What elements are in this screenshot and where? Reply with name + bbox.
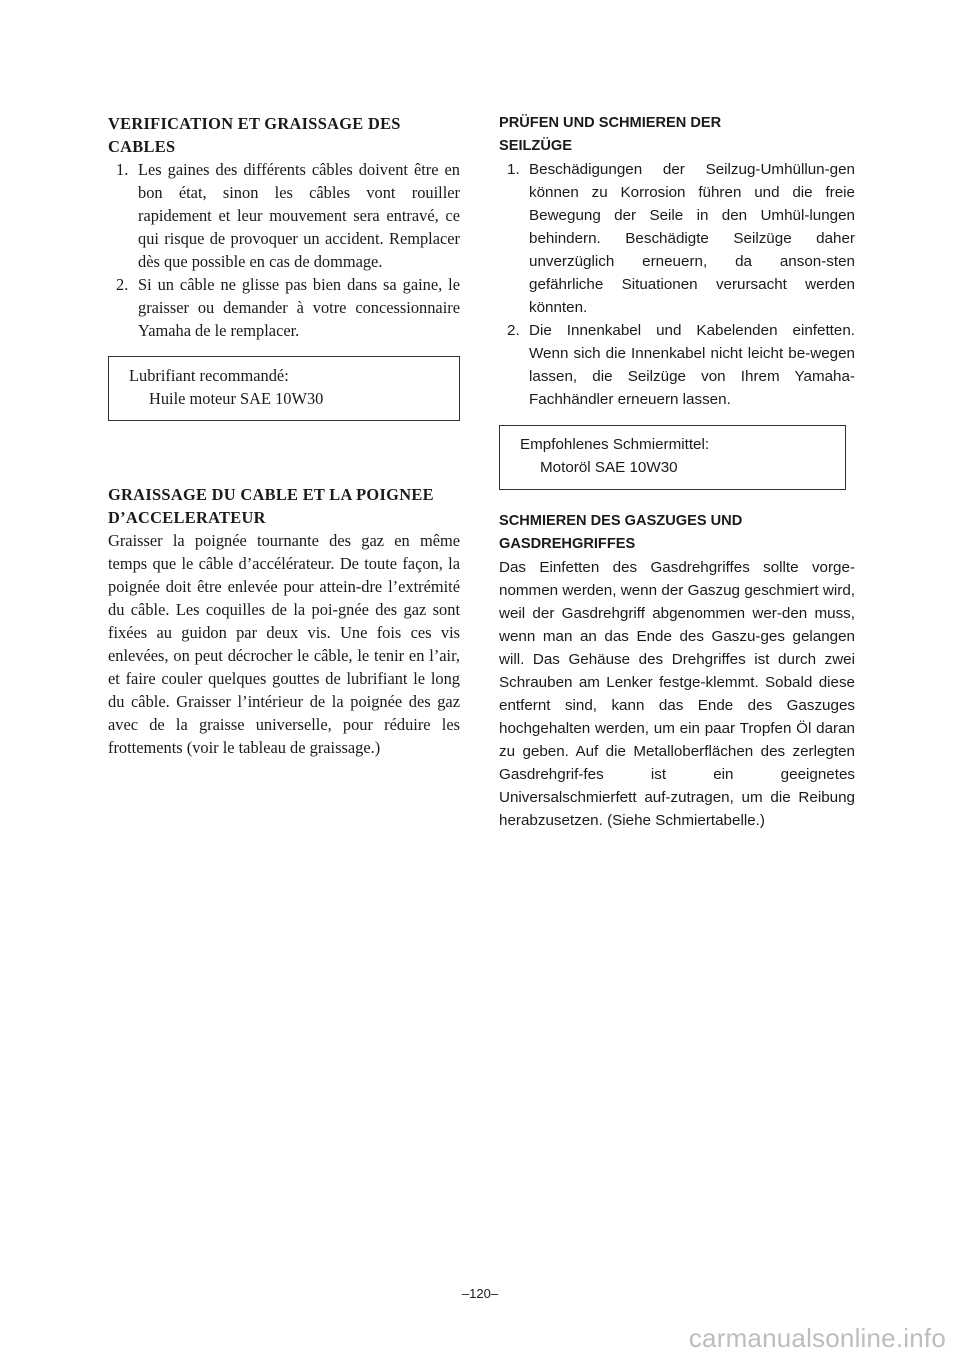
lubricant-label: Empfohlenes Schmiermittel:	[520, 436, 710, 453]
german-column	[499, 112, 855, 832]
list-item: 1. Beschädigungen der Seilzug-Umhüllun-gen können zu Korrosion führen und die freie Bewegung der Seile in den Umhül-lungen behindern. Beschädigte Seilzüge daher unverzüglich erneuern, da anson-sten gefährliche Situationen verursacht werden könnten.	[507, 161, 855, 316]
list-item: 2. Die Innenkabel und Kabelenden einfetten. Wenn sich die Innenkabel nicht leicht be-wegen lassen, die Seilzüge von Ihrem Yamaha-Fachhändler erneuern lassen.	[507, 322, 855, 408]
lubricant-box	[108, 356, 460, 421]
lubricant-value: Motoröl SAE 10W30	[540, 459, 678, 476]
watermark: carmanualsonline.info	[688, 1323, 946, 1353]
throttle-section-de	[499, 510, 855, 832]
section-heading: VERIFICATION ET GRAISSAGE DES CABLES	[108, 114, 401, 156]
numbered-list	[108, 158, 460, 342]
french-column	[108, 112, 460, 759]
list-item: 1. Les gaines des différents câbles doivent être en bon état, sinon les câbles vont rouiller rapidement et leur mouvement sera entravé, ce qui risque de provoquer un accident. Remplacer dès que possible en cas de dommage.	[116, 160, 460, 271]
section-heading: PRÜFEN UND SCHMIEREN DER SEILZÜGE	[499, 115, 722, 154]
page-number: –120–	[461, 1286, 499, 1301]
lubricant-box	[499, 425, 846, 490]
cable-inspection-section-de	[499, 112, 855, 490]
section-paragraph: Das Einfetten des Gasdrehgriffes sollte vorge-nommen werden, wenn der Gaszug geschmiert wird, weil der Gasdrehgriff abgenommen wer-den muss, wenn man an das Ende des Gaszu-ges gelangen will. Das Gehäuse des Drehgriffes ist durch zwei Schrauben am Lenker festge-klemmt. Sobald diese entfernt sind, kann das Ende des Gaszuges hochgehalten werden, um ein paar Tropfen Öl daran zu geben. Auf die Metalloberflächen des zerlegten Gasdrehgrif-fes ist ein geeignetes Universalschmierfett auf-zutragen, um die Reibung herabzusetzen. (Siehe Schmiertabelle.)	[499, 559, 855, 829]
lubricant-label: Lubrifiant recommandé:	[129, 366, 289, 385]
section-paragraph: Graisser la poignée tournante des gaz en même temps que le câble d’accélérateur. De toute façon, la poignée doit être enlevée pour attein-dre l’extrémité du câble. Les coquilles de la poi-gnée des gaz sont fixées au guidon par deux vis. Une fois ces vis enlevées, on peut décrocher le câble, le tenir en l’air, et faire couler quelques gouttes de lubrifiant le long du câble. Graisser l’intérieur de la poignée des gaz avec de la graisse universelle, pour réduire les frottements (voir le tableau de graissage.)	[108, 531, 460, 757]
section-heading: SCHMIEREN DES GASZUGES UND GASDREHGRIFFES	[499, 513, 743, 552]
throttle-section-fr	[108, 483, 460, 759]
section-heading: GRAISSAGE DU CABLE ET LA POIGNEE D’ACCELERATEUR	[108, 485, 434, 527]
numbered-list	[499, 158, 855, 411]
cable-inspection-section-fr	[108, 112, 460, 421]
list-item: 2. Si un câble ne glisse pas bien dans sa gaine, le graisser ou demander à votre concessionnaire Yamaha de le remplacer.	[116, 275, 460, 340]
lubricant-value: Huile moteur SAE 10W30	[149, 389, 324, 408]
